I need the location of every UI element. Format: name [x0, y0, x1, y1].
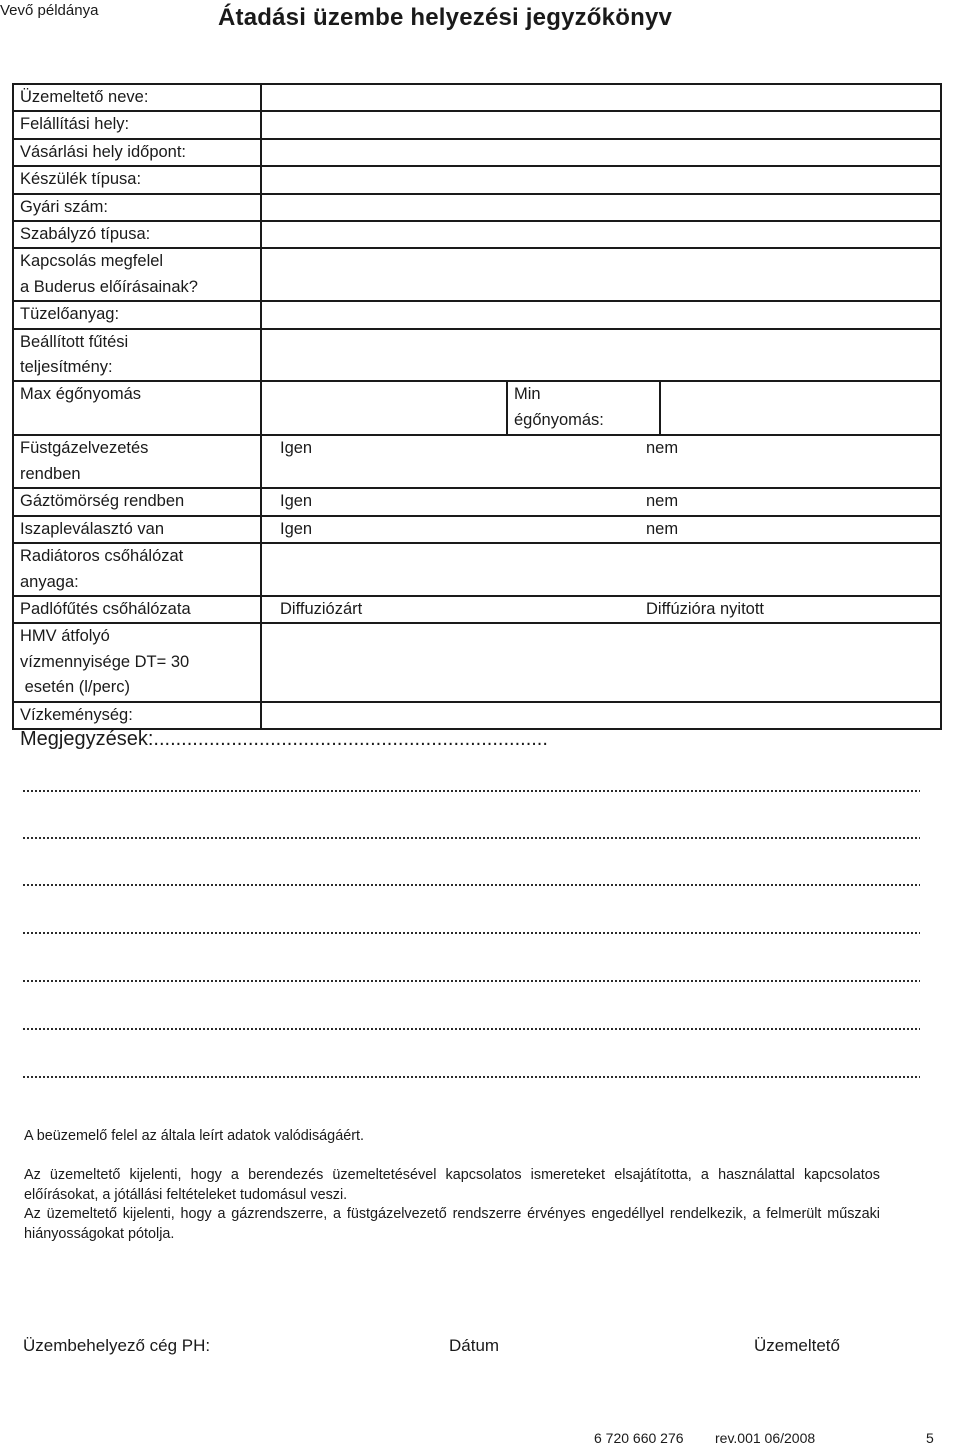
- form-row: [13, 381, 941, 435]
- max-burner-pressure-label: Max égőnyomás: [13, 381, 261, 435]
- notes-line[interactable]: [22, 837, 920, 839]
- connection-line-1: Kapcsolás megfelel: [20, 252, 164, 271]
- fuel-field[interactable]: [261, 301, 941, 328]
- flue-gas-options: [261, 435, 941, 488]
- form-row: [13, 329, 941, 382]
- notes-line[interactable]: [22, 884, 920, 886]
- signature-operator-label: Üzemeltető: [754, 1336, 840, 1355]
- floor-heating-label: Padlófűtés csőhálózata: [13, 596, 261, 623]
- controller-type-label: Szabályzó típusa:: [13, 221, 261, 248]
- signature-company-label: Üzembehelyező cég PH:: [23, 1336, 211, 1355]
- form-row: [13, 84, 941, 111]
- connection-compliance-label: [13, 248, 261, 301]
- form-row: [13, 194, 941, 221]
- floor-heating-options: [261, 596, 941, 623]
- gas-tightness-no-option[interactable]: nem: [646, 492, 679, 511]
- flue-gas-label: [13, 435, 261, 488]
- sludge-separator-no-option[interactable]: nem: [646, 519, 679, 538]
- fuel-label: Tüzelőanyag:: [13, 301, 261, 328]
- footer-page-number: 5: [926, 1430, 934, 1446]
- diffusion-closed-option[interactable]: Diffuziózárt: [280, 599, 363, 618]
- form-row: [13, 248, 941, 301]
- notes-line[interactable]: [22, 1028, 920, 1030]
- copy-label: Vevő példánya: [0, 2, 99, 19]
- min-pressure-line-2: égőnyomás:: [514, 410, 604, 429]
- operator-name-field[interactable]: [261, 84, 941, 111]
- footer-doc-number: 6 720 660 276: [594, 1430, 684, 1446]
- installer-statement: A beüzemelő felel az általa leírt adatok valódiságáért.: [24, 1128, 364, 1144]
- connection-compliance-field[interactable]: [261, 248, 941, 301]
- water-hardness-field[interactable]: [261, 702, 941, 729]
- radiator-line-1: Radiátoros csőhálózat: [20, 547, 184, 566]
- connection-line-2: a Buderus előírásainak?: [20, 277, 198, 296]
- radiator-network-field[interactable]: [261, 543, 941, 596]
- form-row: [13, 435, 941, 488]
- operator-name-label: Üzemeltető neve:: [13, 84, 261, 111]
- radiator-network-label: [13, 543, 261, 596]
- flue-gas-yes-option[interactable]: Igen: [280, 439, 313, 458]
- form-row: [13, 301, 941, 328]
- min-burner-pressure-label: [506, 382, 661, 434]
- hmv-flow-label: [13, 623, 261, 701]
- gas-tightness-options: [261, 488, 941, 515]
- heating-power-label: [13, 329, 261, 382]
- form-row: [13, 516, 941, 543]
- min-pressure-line-1: Min: [514, 385, 541, 404]
- min-burner-pressure-field[interactable]: [661, 382, 940, 434]
- purchase-site-date-label: Vásárlási hely időpont:: [13, 139, 261, 166]
- commissioning-form-table: [12, 83, 942, 730]
- form-row: [13, 221, 941, 248]
- hmv-line-3: esetén (l/perc): [20, 678, 131, 697]
- heating-power-line-2: teljesítmény:: [20, 358, 113, 377]
- signature-date-label: Dátum: [449, 1336, 500, 1355]
- gas-tightness-yes-option[interactable]: Igen: [280, 492, 313, 511]
- purchase-site-date-field[interactable]: [261, 139, 941, 166]
- hmv-flow-field[interactable]: [261, 623, 941, 701]
- flue-gas-no-option[interactable]: nem: [646, 439, 679, 458]
- controller-type-field[interactable]: [261, 221, 941, 248]
- sludge-separator-label: Iszapleválasztó van: [13, 516, 261, 543]
- form-row: [13, 596, 941, 623]
- notes-title: Megjegyzések:.......................................................................: [20, 728, 548, 750]
- form-row: [13, 111, 941, 138]
- form-row: [13, 623, 941, 701]
- serial-number-label: Gyári szám:: [13, 194, 261, 221]
- notes-line[interactable]: [22, 1076, 920, 1078]
- serial-number-field[interactable]: [261, 194, 941, 221]
- device-type-label: Készülék típusa:: [13, 166, 261, 193]
- flue-line-2: rendben: [20, 464, 81, 483]
- form-row: [13, 166, 941, 193]
- operator-statement-1: Az üzemeltető kijelenti, hogy a berendezés üzemeltetésével kapcsolatos ismereteket elsajátította, a használattal kapcsolatos előírásokat, a jótállási feltételeket tudomásul veszi.: [24, 1167, 880, 1203]
- installation-site-field[interactable]: [261, 111, 941, 138]
- heating-power-field[interactable]: [261, 329, 941, 382]
- sludge-separator-yes-option[interactable]: Igen: [280, 519, 313, 538]
- document-title: Átadási üzembe helyezési jegyzőkönyv: [218, 4, 673, 31]
- operator-statement-2: Az üzemeltető kijelenti, hogy a gázrendszerre, a füstgázelvezető rendszerre érvényes engedéllyel rendelkezik, a felmerült műszaki hiányosságokat pótolja.: [24, 1206, 880, 1242]
- installation-site-label: Felállítási hely:: [13, 111, 261, 138]
- burner-pressure-cell: [261, 381, 941, 435]
- notes-line[interactable]: [22, 790, 920, 792]
- notes-line[interactable]: [22, 980, 920, 982]
- footer-revision: rev.001 06/2008: [715, 1430, 816, 1446]
- form-row: [13, 702, 941, 729]
- sludge-separator-options: [261, 516, 941, 543]
- form-row: [13, 543, 941, 596]
- form-row: [13, 139, 941, 166]
- water-hardness-label: Vízkeménység:: [13, 702, 261, 729]
- heating-power-line-1: Beállított fűtési: [20, 332, 129, 351]
- notes-line[interactable]: [22, 932, 920, 934]
- form-row: [13, 488, 941, 515]
- radiator-line-2: anyaga:: [20, 572, 79, 591]
- hmv-line-2: vízmennyisége DT= 30: [20, 652, 190, 671]
- flue-line-1: Füstgázelvezetés: [20, 439, 149, 458]
- hmv-line-1: HMV átfolyó: [20, 627, 110, 646]
- gas-tightness-label: Gáztömörség rendben: [13, 488, 261, 515]
- diffusion-open-option[interactable]: Diffúzióra nyitott: [646, 599, 764, 618]
- device-type-field[interactable]: [261, 166, 941, 193]
- max-burner-pressure-field[interactable]: [262, 382, 506, 434]
